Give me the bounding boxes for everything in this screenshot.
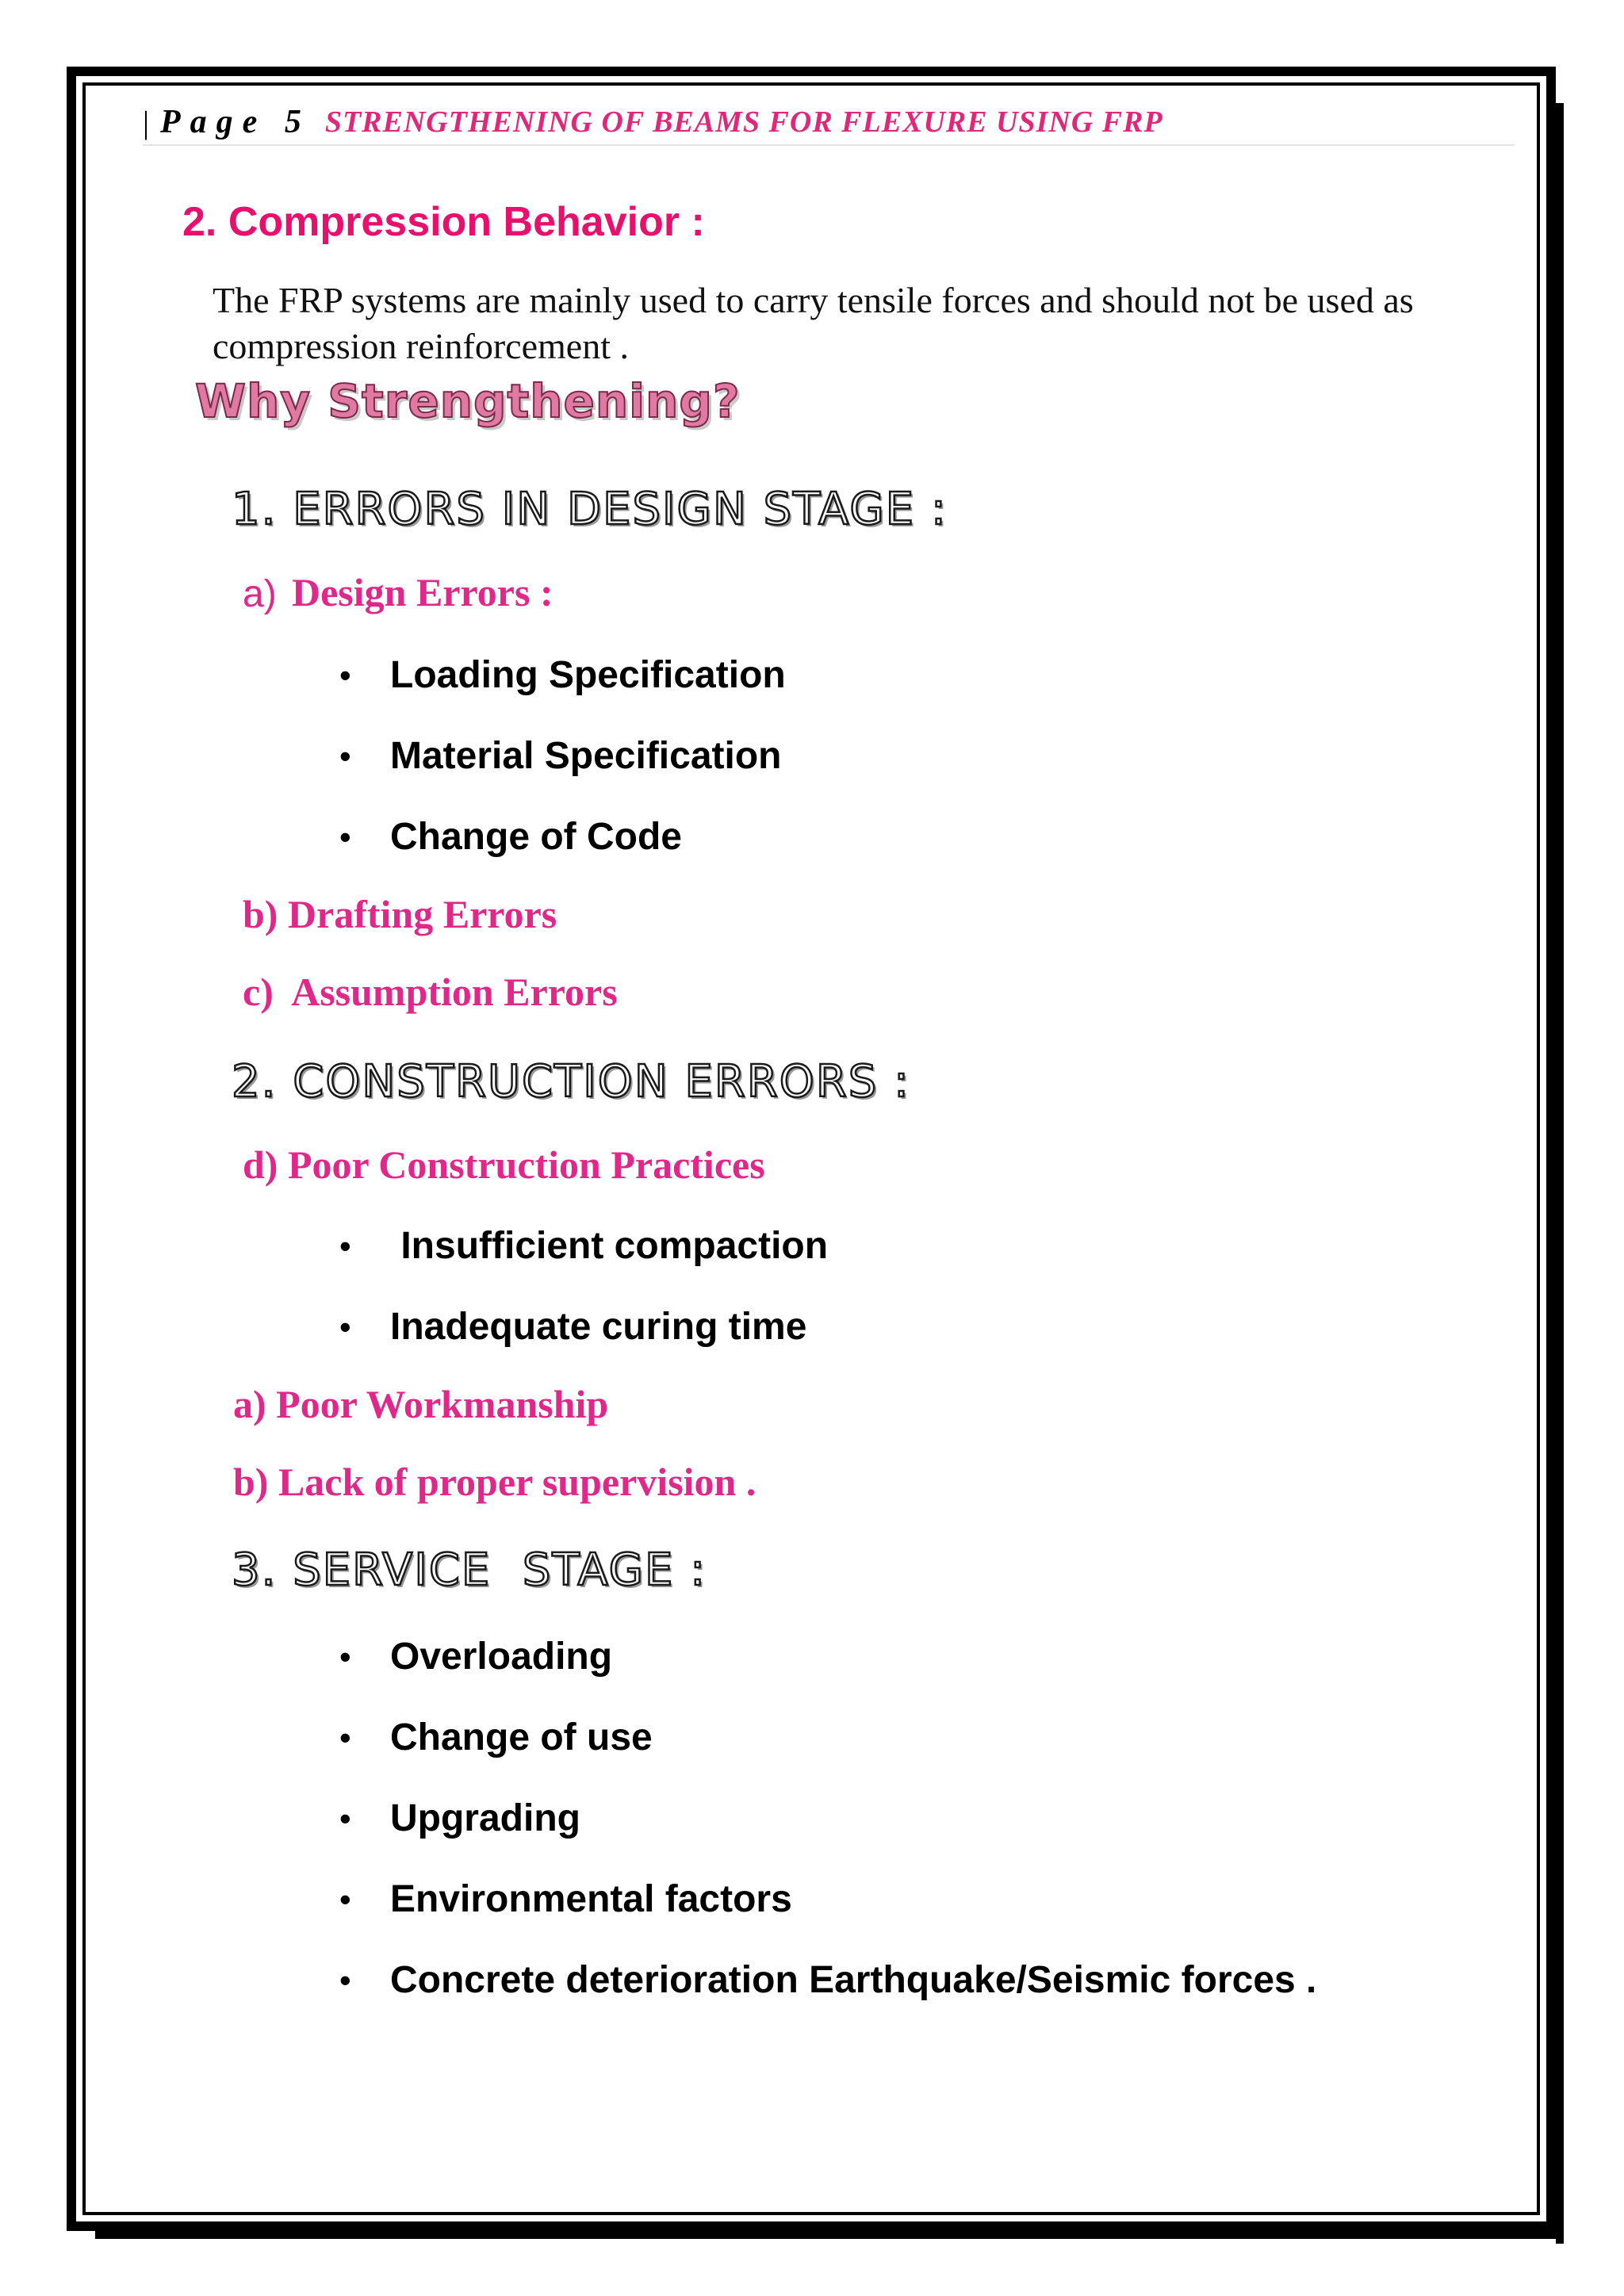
why-strengthening-heading: Why Strengthening? (195, 374, 741, 428)
bullet-text: Change of Code (390, 816, 682, 858)
bullet-icon: • (339, 817, 351, 855)
bullet-icon: • (339, 656, 351, 694)
compression-paragraph: The FRP systems are mainly used to carry tensile forces and should not be used as compression reinforcement . (213, 280, 1414, 366)
bullet-text: Environmental factors (390, 1878, 792, 1920)
bullet-icon: • (339, 1880, 351, 1918)
drafting-errors: b) Drafting Errors (243, 892, 557, 936)
list-item (339, 815, 682, 859)
header-title: STRENGTHENING OF BEAMS FOR FLEXURE USING FRP (324, 105, 1163, 139)
list-item (339, 1716, 653, 1759)
bullet-icon: • (339, 1307, 351, 1345)
bullet-icon: • (339, 737, 351, 775)
bullet-text: Overloading (390, 1636, 613, 1678)
frame-shadow-right (1556, 103, 1564, 2244)
bullet-text: Change of use (390, 1716, 653, 1758)
page-header (143, 100, 1515, 146)
construction-errors-heading: 2. CONSTRUCTION ERRORS : (232, 1056, 910, 1108)
poor-construction-practices: d) Poor Construction Practices (243, 1142, 765, 1187)
bullet-text: Loading Specification (390, 654, 786, 696)
bullet-text: Concrete deterioration Earthquake/Seismic forces . (390, 1959, 1317, 2001)
assumption-errors: c) Assumption Errors (243, 970, 618, 1014)
frame-shadow-bottom (95, 2231, 1564, 2239)
bullet-icon: • (339, 1637, 351, 1675)
list-item (339, 734, 781, 778)
bullet-text: Insufficient compaction (390, 1225, 829, 1267)
header-separator: | (143, 104, 150, 140)
bullet-text: Material Specification (390, 735, 782, 777)
bullet-icon: • (339, 1718, 351, 1756)
service-stage-heading: 3. SERVICE STAGE : (232, 1544, 707, 1596)
list-item (339, 1224, 828, 1268)
page-number: Page 5 (160, 104, 311, 140)
list-item (339, 653, 786, 697)
lack-of-supervision: b) Lack of proper supervision . (233, 1460, 756, 1504)
bullet-icon: • (339, 1961, 351, 1999)
compression-heading: 2. Compression Behavior : (182, 199, 705, 245)
bullet-text: Upgrading (390, 1797, 580, 1839)
list-item (339, 1958, 1316, 2002)
list-item (339, 1635, 612, 1678)
bullet-text: Inadequate curing time (390, 1306, 807, 1348)
bullet-icon: • (339, 1799, 351, 1837)
list-item (339, 1877, 792, 1921)
list-item (339, 1797, 580, 1840)
poor-workmanship: a) Poor Workmanship (233, 1382, 609, 1426)
design-stage-heading: 1. ERRORS IN DESIGN STAGE : (232, 484, 948, 535)
bullet-icon: • (339, 1226, 351, 1265)
design-errors-letter: a) (243, 573, 277, 615)
design-errors-label: Design Errors : (292, 570, 553, 614)
list-item (339, 1305, 806, 1349)
